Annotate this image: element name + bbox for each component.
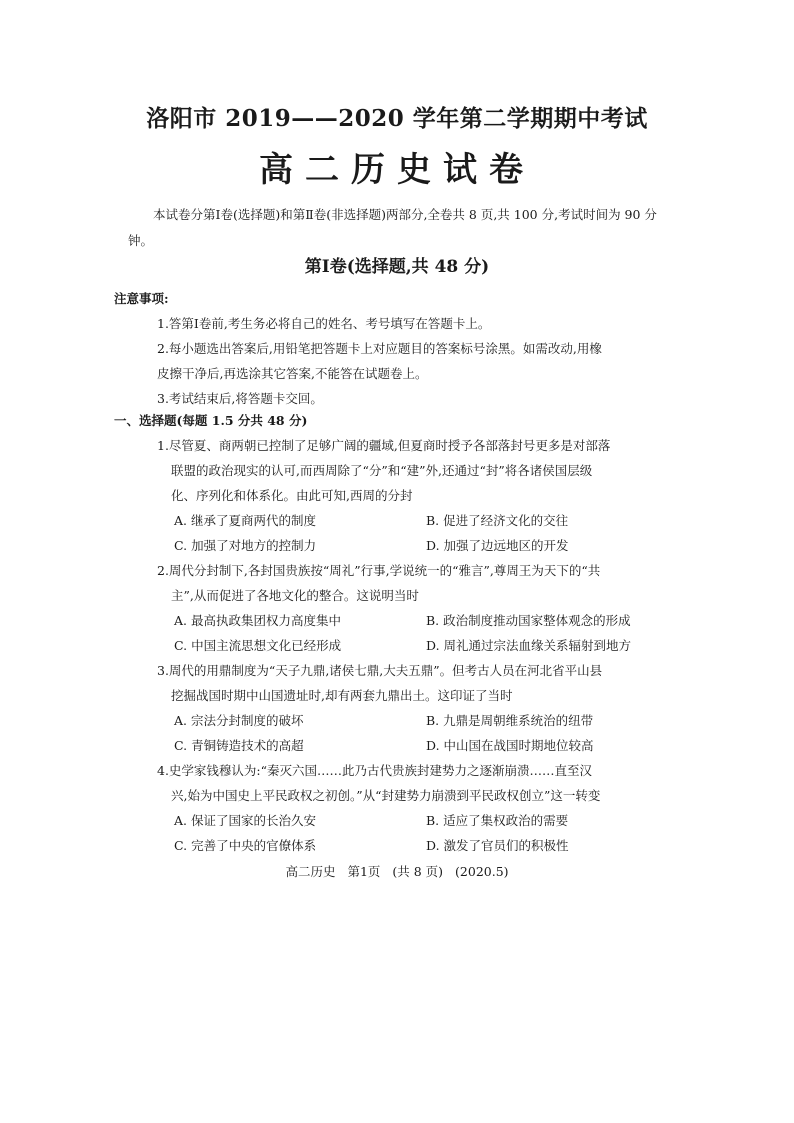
stem-line: 4.史学家钱穆认为:“秦灭六国……此乃古代贵族封建势力之逐渐崩溃……直至汉 (157, 763, 593, 778)
option-d: D. 周礼通过宗法血缘关系辐射到地方 (426, 638, 632, 653)
question-stem (157, 758, 677, 808)
stem-line: 3.周代的用鼎制度为“天子九鼎,诸侯七鼎,大夫五鼎”。但考古人员在河北省平山县 (157, 663, 603, 678)
option-c: C. 加强了对地方的控制力 (174, 538, 317, 553)
question-stem (157, 433, 677, 508)
footer-page: 第1页 (347, 864, 381, 879)
option-b: B. 九鼎是周朝维系统治的纽带 (426, 713, 594, 728)
option-c: C. 中国主流思想文化已经形成 (174, 638, 342, 653)
stem-line: 2.周代分封制下,各封国贵族按“周礼”行事,学说统一的“雅言”,尊周王为天下的“共 (157, 563, 601, 578)
question-stem (157, 558, 677, 608)
stem-line: 主”,从而促进了各地文化的整合。这说明当时 (171, 588, 419, 603)
stem-line: 1.尽管夏、商两朝已控制了足够广阔的疆域,但夏商时授予各部落封号更多是对部落 (157, 438, 611, 453)
section-title: 第Ⅰ卷(选择题,共 48 分) (304, 257, 490, 277)
option-b: B. 政治制度推动国家整体观念的形成 (426, 613, 631, 628)
option-b: B. 促进了经济文化的交往 (426, 513, 569, 528)
page-footer (0, 862, 794, 880)
part-heading: 一、选择题(每题 1.5 分共 48 分) (114, 413, 308, 428)
stem-line: 联盟的政治现实的认可,而西周除了“分”和“建”外,还通过“封”将各诸侯国层级 (171, 463, 593, 478)
stem-line: 挖掘战国时期中山国遗址时,却有两套九鼎出土。这印证了当时 (171, 688, 513, 703)
footer-total: (共 8 页) (392, 864, 444, 879)
question-2 (157, 558, 677, 658)
option-d: D. 加强了边远地区的开发 (426, 538, 569, 553)
notice-item: 1.答第Ⅰ卷前,考生务必将自己的姓名、考号填写在答题卡上。 (157, 316, 491, 331)
question-stem (157, 658, 677, 708)
question-list (157, 433, 677, 858)
options (157, 508, 677, 558)
subject-title: 高二历史试卷 (259, 150, 535, 190)
notice-item: 3.考试结束后,将答题卡交回。 (157, 391, 323, 406)
options (157, 808, 677, 858)
option-d: D. 激发了官员们的积极性 (426, 838, 569, 853)
exam-intro: 本试卷分第Ⅰ卷(选择题)和第Ⅱ卷(非选择题)两部分,全卷共 8 页,共 100 分,考试时间为 90 分钟。 (128, 207, 657, 248)
question-1 (157, 433, 677, 558)
notice-item: 2.每小题选出答案后,用铅笔把答题卡上对应题目的答案标号涂黑。如需改动,用橡 (157, 341, 602, 356)
question-3 (157, 658, 677, 758)
notice-list (157, 311, 677, 411)
option-a: A. 继承了夏商两代的制度 (174, 513, 316, 528)
option-c: C. 完善了中央的官僚体系 (174, 838, 317, 853)
stem-line: 化、序列化和体系化。由此可知,西周的分封 (171, 488, 413, 503)
option-a: A. 保证了国家的长治久安 (174, 813, 316, 828)
option-a: A. 最高执政集团权力高度集中 (174, 613, 341, 628)
option-c: C. 青铜铸造技术的高超 (174, 738, 304, 753)
footer-date: (2020.5) (455, 864, 509, 879)
notice-heading: 注意事项: (114, 291, 169, 306)
option-d: D. 中山国在战国时期地位较高 (426, 738, 594, 753)
question-4 (157, 758, 677, 858)
options (157, 708, 677, 758)
notice-item: 皮擦干净后,再选涂其它答案,不能答在试题卷上。 (157, 366, 428, 381)
option-a: A. 宗法分封制度的破坏 (174, 713, 304, 728)
options (157, 608, 677, 658)
footer-subject: 高二历史 (285, 864, 336, 879)
exam-title: 洛阳市 2019——2020 学年第二学期期中考试 (146, 105, 648, 132)
stem-line: 兴,始为中国史上平民政权之初创。”从“封建势力崩溃到平民政权创立”这一转变 (171, 788, 601, 803)
option-b: B. 适应了集权政治的需要 (426, 813, 569, 828)
